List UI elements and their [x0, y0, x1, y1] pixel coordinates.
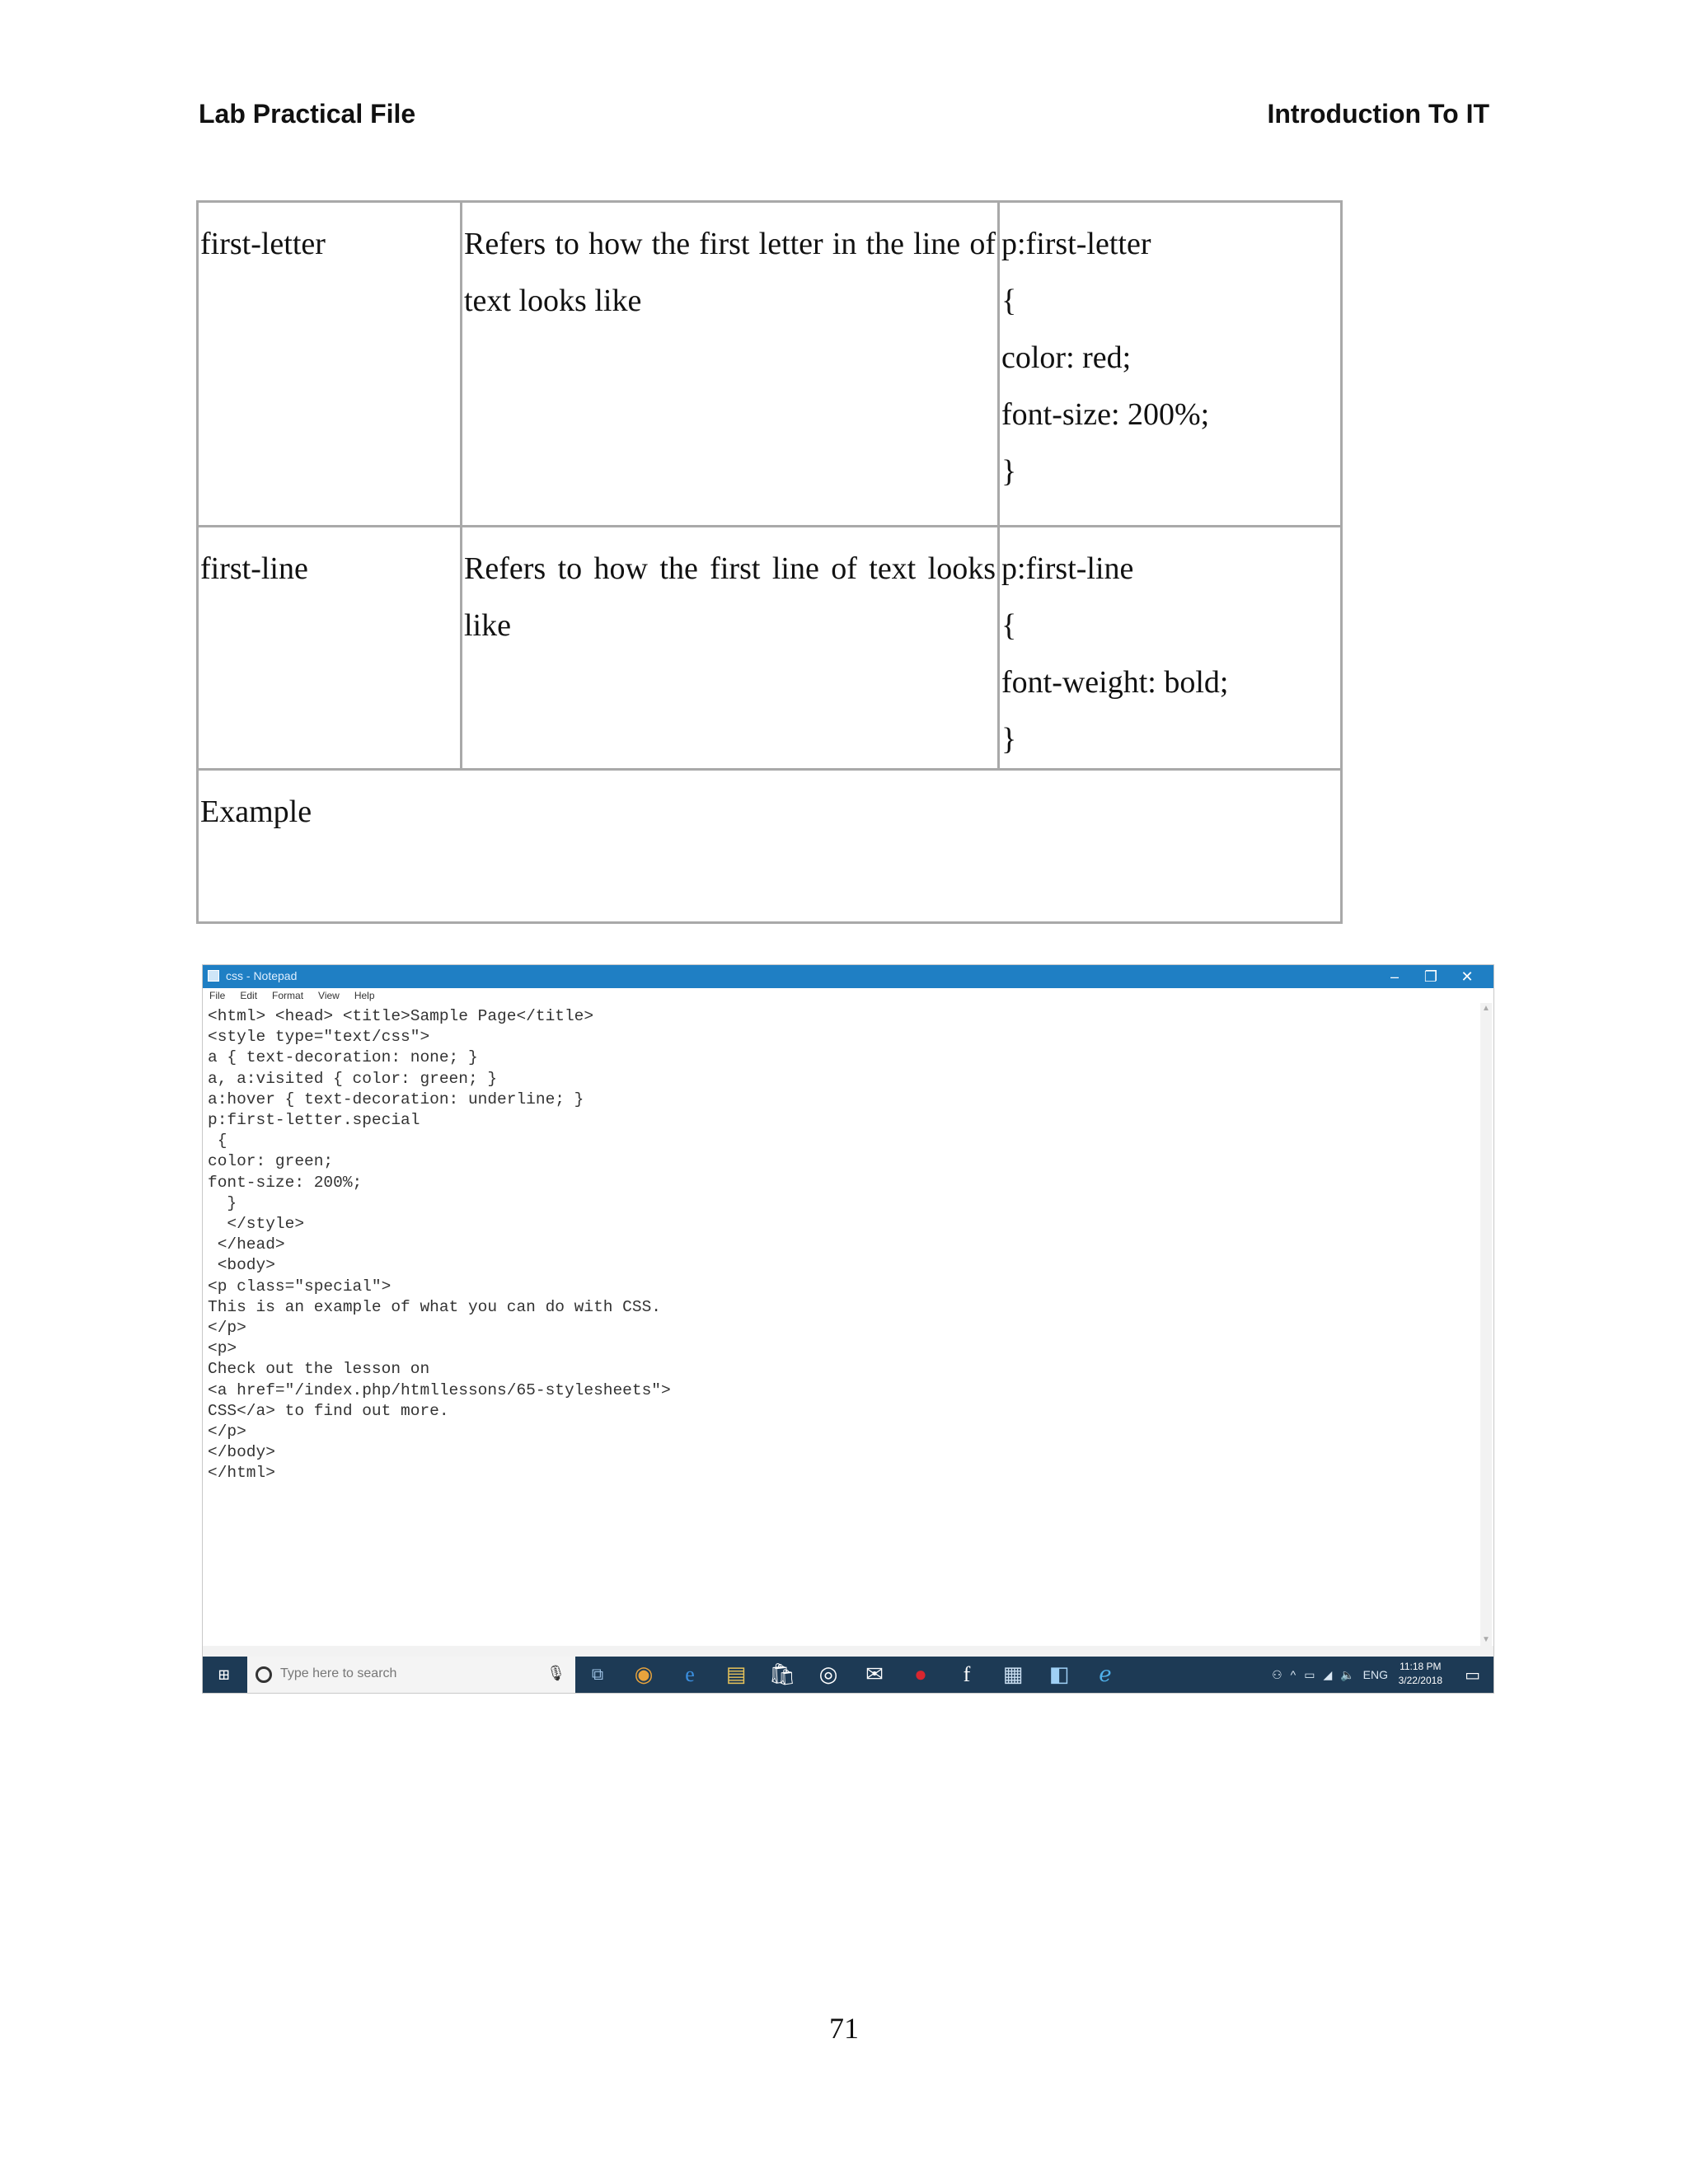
table-row — [198, 527, 1342, 770]
app-icon[interactable]: ◧ — [1048, 1662, 1070, 1686]
code-line: </html> — [208, 1464, 275, 1483]
restore-icon[interactable]: ❐ — [1423, 968, 1438, 985]
code-line: } — [208, 1193, 237, 1212]
selector-description: Refers to how the first letter in the line of text looks like — [464, 227, 996, 318]
menu-view[interactable]: View — [318, 990, 340, 1001]
file-explorer-icon[interactable]: ▤ — [725, 1662, 747, 1686]
mail-icon[interactable]: ✉ — [865, 1662, 884, 1686]
clock-time: 11:18 PM — [1400, 1661, 1442, 1672]
code-line: color: red; — [1001, 340, 1132, 375]
code-cell — [999, 527, 1342, 770]
notepad-icon — [208, 970, 219, 982]
code-cell — [999, 202, 1342, 527]
code-line: { — [1001, 284, 1017, 318]
minimize-icon[interactable]: – — [1390, 968, 1399, 985]
menu-bar — [203, 988, 1493, 1003]
code-line: <a href="/index.php/htmllessons/65-stylesheets"> — [208, 1380, 671, 1399]
task-view-icon[interactable]: ⧉ — [591, 1665, 604, 1684]
code-line: } — [1001, 722, 1017, 757]
scroll-down-icon[interactable]: ▼ — [1482, 1635, 1490, 1644]
microphone-icon[interactable]: 🎙 — [546, 1665, 565, 1681]
settings-icon[interactable]: ◎ — [818, 1662, 838, 1686]
example-label: Example — [200, 794, 312, 829]
code-line: } — [1001, 454, 1017, 489]
page-number: 71 — [829, 2012, 859, 2045]
start-button[interactable] — [203, 1657, 247, 1693]
code-line: <html> <head> <title>Sample Page</title> — [208, 1007, 594, 1025]
store-icon[interactable]: 🛍 — [768, 1662, 796, 1686]
code-line: a { text-decoration: none; } — [208, 1048, 478, 1067]
cortana-icon — [256, 1666, 272, 1683]
code-line: { — [208, 1132, 227, 1151]
edge-icon[interactable]: e — [685, 1662, 695, 1686]
people-icon[interactable]: ⚇ — [1272, 1667, 1282, 1681]
code-line: font-size: 200%; — [208, 1173, 363, 1192]
windows-taskbar — [203, 1657, 1493, 1693]
close-icon[interactable]: ✕ — [1461, 968, 1474, 985]
code-line: <style type="text/css"> — [208, 1028, 430, 1047]
volume-icon[interactable]: 🔈 — [1340, 1667, 1355, 1681]
code-line: p:first-line — [1001, 551, 1134, 586]
menu-format[interactable]: Format — [272, 990, 304, 1001]
pseudo-element-table — [196, 200, 1343, 924]
code-line: </head> — [208, 1235, 285, 1254]
taskbar-clock[interactable] — [1399, 1660, 1442, 1688]
code-line: font-weight: bold; — [1001, 665, 1229, 700]
notepad-app-icon[interactable]: ▦ — [1002, 1662, 1024, 1686]
table-row — [198, 202, 1342, 527]
code-line: color: green; — [208, 1152, 334, 1171]
opera-icon[interactable]: ● — [914, 1662, 927, 1686]
vertical-scrollbar[interactable] — [1480, 1003, 1492, 1646]
window-titlebar — [203, 965, 1493, 988]
code-line: { — [1001, 608, 1017, 643]
clock-date: 3/22/2018 — [1398, 1675, 1442, 1686]
code-line: Check out the lesson on — [208, 1360, 430, 1379]
window-title: css - Notepad — [226, 969, 298, 982]
code-line: </p> — [208, 1319, 246, 1338]
code-line: This is an example of what you can do with CSS. — [208, 1297, 661, 1316]
windows-logo-icon: ⊞ — [218, 1666, 231, 1683]
scroll-up-icon[interactable]: ▲ — [1482, 1004, 1490, 1013]
menu-help[interactable]: Help — [354, 990, 375, 1001]
network-icon[interactable]: ◢ — [1323, 1667, 1333, 1681]
search-placeholder: Type here to search — [280, 1666, 397, 1680]
facebook-icon[interactable]: f — [963, 1662, 971, 1686]
taskbar-apps — [584, 1657, 1137, 1693]
internet-explorer-icon[interactable]: ℯ — [1099, 1662, 1112, 1686]
header-left-title: Lab Practical File — [199, 99, 416, 129]
horizontal-scrollbar[interactable] — [203, 1646, 1493, 1657]
code-line: </body> — [208, 1443, 275, 1462]
selector-description: Refers to how the first line of text looks like — [464, 551, 996, 643]
code-line: CSS</a> to find out more. — [208, 1401, 449, 1420]
selector-name-cell — [198, 527, 462, 770]
code-line: p:first-letter — [1001, 227, 1151, 261]
battery-icon[interactable]: ▭ — [1304, 1667, 1315, 1681]
example-cell — [198, 770, 1342, 923]
notepad-screenshot — [202, 964, 1494, 1694]
code-line: </style> — [208, 1215, 305, 1234]
menu-edit[interactable]: Edit — [240, 990, 258, 1001]
code-line: a:hover { text-decoration: underline; } — [208, 1090, 584, 1108]
notification-icon[interactable]: ▭ — [1465, 1666, 1480, 1685]
chrome-icon[interactable]: ◉ — [634, 1662, 654, 1686]
selector-name: first-letter — [200, 227, 326, 261]
taskbar-search[interactable] — [247, 1657, 575, 1693]
menu-file[interactable]: File — [209, 990, 226, 1001]
table-row — [198, 770, 1342, 923]
code-line: font-size: 200%; — [1001, 397, 1210, 432]
code-line: <p class="special"> — [208, 1277, 392, 1296]
chevron-up-icon[interactable]: ^ — [1290, 1668, 1296, 1681]
description-cell — [462, 527, 999, 770]
code-line: </p> — [208, 1422, 246, 1441]
code-line: <body> — [208, 1256, 275, 1275]
code-line: a, a:visited { color: green; } — [208, 1069, 498, 1088]
language-indicator[interactable]: ENG — [1362, 1668, 1388, 1681]
editor-text-area[interactable] — [208, 1006, 1479, 1641]
selector-name: first-line — [200, 551, 308, 586]
code-line: p:first-letter.special — [208, 1111, 420, 1130]
header-right-title: Introduction To IT — [1267, 99, 1489, 129]
description-cell — [462, 202, 999, 527]
selector-name-cell — [198, 202, 462, 527]
code-line: <p> — [208, 1339, 237, 1358]
